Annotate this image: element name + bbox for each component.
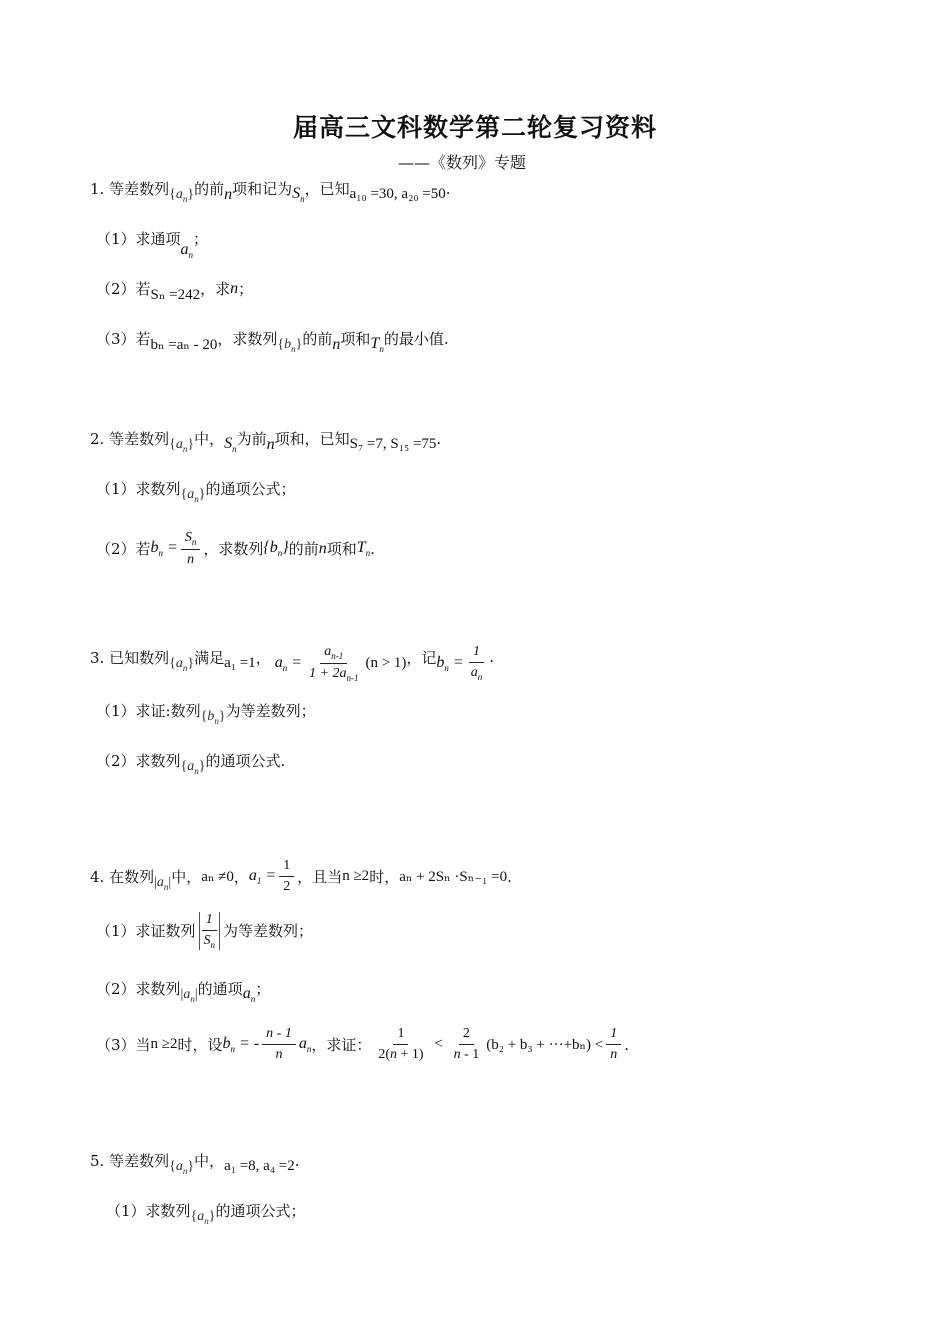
text: . <box>370 539 375 558</box>
condition: (b₂ + b₃ + ···+bₙ) < <box>486 1037 604 1053</box>
part-label: （1）求证数列 <box>96 922 196 941</box>
condition: Sₙ =242 <box>150 287 201 303</box>
document-title: 届高三文科数学第二轮复习资料 <box>292 113 657 142</box>
text: ，求 <box>200 280 231 298</box>
text: 的通项公式； <box>215 1202 306 1220</box>
part-label: （1）求证:数列 <box>96 702 201 720</box>
text: 的通项 <box>197 980 243 998</box>
seq-a: $|a_n|$ <box>180 987 198 1004</box>
text: 为等差数列； <box>223 922 314 941</box>
var-n: n <box>230 279 239 297</box>
condition: aₙ ≠0 <box>201 869 234 885</box>
fraction-recurrence: $\frac{a_{n-1}}{1 + 2a_{n-1}}$ <box>309 644 359 683</box>
text: 中， <box>194 1152 225 1170</box>
fraction-2-over-n-minus-1: $\frac{2}{n - 1}$ <box>453 1026 480 1062</box>
text: . <box>507 867 512 886</box>
fraction-1-over-Sn: $\frac{1}{S_n}$ <box>199 912 221 950</box>
seq-b: $\{b_n\}$ <box>263 539 289 559</box>
problem-4-part-2 <box>96 978 271 1005</box>
var-n: n <box>318 539 327 557</box>
condition: a₁ =8, a₄ =2 <box>224 1158 295 1174</box>
seq-a: $\{a_n\}$ <box>169 1159 195 1176</box>
fraction-one-half: $\frac{1}{2}$ <box>279 858 294 895</box>
condition: n ≥2 <box>150 1036 178 1052</box>
formula-an: $a_n$ = <box>270 653 302 673</box>
part-label: （3）当 <box>96 1036 151 1054</box>
problem-1-part-1 <box>96 228 209 261</box>
text: 为等差数列； <box>225 702 316 720</box>
var-n: n <box>224 185 233 203</box>
problem-1-number: 1. 等差数列 <box>90 180 170 198</box>
part-label: （2）若 <box>96 280 151 298</box>
var-Tn: $T_n$ <box>356 539 371 559</box>
text: 中， <box>171 868 202 886</box>
text: 的通项公式； <box>205 480 296 498</box>
text: . <box>436 429 442 448</box>
condition: n ≥2 <box>342 868 370 884</box>
condition: a₁ =1 <box>224 654 256 671</box>
problem-3-part-1 <box>96 700 316 726</box>
seq-a: $\{a_n\}$ <box>169 437 195 454</box>
var-Sn: $S_n$ <box>224 434 237 455</box>
seq-a: $\{a_n\}$ <box>169 655 195 673</box>
text: 中， <box>194 430 225 448</box>
var-Sn: $S_n$ <box>292 184 305 205</box>
text: . <box>445 179 451 198</box>
text: 时， <box>369 868 400 886</box>
condition: aₙ + 2Sₙ ·Sₙ₋₁ =0 <box>399 869 508 885</box>
var-n: n <box>266 435 275 453</box>
seq-b: $\{b_n\}$ <box>277 337 303 354</box>
text: ，求证： <box>311 1036 372 1054</box>
part-label: （2）求数列 <box>96 752 181 770</box>
problem-4-stem <box>90 858 512 895</box>
part-label: （2）求数列 <box>96 980 181 998</box>
text: ； <box>238 280 254 298</box>
condition: S₇ =7, S₁₅ =75 <box>349 436 437 452</box>
text: ，记 <box>406 648 437 667</box>
problem-2-number: 2. 等差数列 <box>90 430 170 448</box>
part-label: （2）若 <box>96 540 151 559</box>
text: ； <box>193 230 209 248</box>
part-label: （1）求通项 <box>96 230 181 248</box>
text: ； <box>255 980 271 998</box>
formula-bn: $b_n$ = <box>150 539 178 559</box>
var-an: $a_n$ <box>298 1034 312 1055</box>
fraction-1-over-n: $\frac{1}{n}$ <box>606 1026 621 1063</box>
seq-b: $\{b_n\}$ <box>200 709 226 726</box>
text: 的最小值. <box>383 330 449 348</box>
seq-a: $\{a_n\}$ <box>180 759 206 776</box>
formula-a1: $a_1$ = <box>248 866 277 887</box>
problem-4-part-1 <box>96 912 313 950</box>
var-an: $a_n$ <box>242 984 256 1005</box>
formula-bn: $b_n$ = <box>436 653 464 673</box>
text: 的前 <box>288 540 319 559</box>
formula-bn: $b_n$ = - <box>222 1034 260 1055</box>
problem-2-part-1 <box>96 478 296 504</box>
part-label: （1）求数列 <box>96 480 181 498</box>
text: ， <box>255 648 271 667</box>
text: 项和，已知 <box>274 430 350 448</box>
text: 的前 <box>302 330 333 348</box>
seq-a: $\{a_n\}$ <box>169 187 195 204</box>
text: . <box>294 1151 300 1170</box>
problem-4-part-3 <box>96 1026 629 1063</box>
fraction-Sn-over-n: $\frac{S_n}{n}$ <box>181 530 201 568</box>
condition: (n > 1) <box>365 654 407 671</box>
text: ，求数列 <box>203 540 264 559</box>
text: 项和 <box>340 330 371 348</box>
seq-a: $\{a_n\}$ <box>180 487 206 504</box>
text: ，求数列 <box>217 330 278 348</box>
text: 的通项公式. <box>205 752 286 770</box>
seq-a: $|a_n|$ <box>154 875 172 892</box>
text: 时，设 <box>177 1036 223 1054</box>
problem-4-number: 4. 在数列 <box>90 868 155 886</box>
text: 满足 <box>194 648 225 667</box>
part-label: （1）求数列 <box>106 1202 191 1220</box>
problem-2-part-2 <box>96 530 375 568</box>
problem-5-part-1 <box>106 1200 306 1226</box>
text: ， <box>233 868 249 886</box>
problem-3-number: 3. 已知数列 <box>90 648 170 667</box>
document-subtitle: ——《数列》专题 <box>398 153 527 172</box>
problem-1-stem <box>90 178 451 205</box>
part-label: （3）若 <box>96 330 151 348</box>
condition: a₁₀ =30, a₂₀ =50 <box>349 186 446 202</box>
var-n: n <box>332 335 341 353</box>
problem-1-part-3 <box>96 328 449 355</box>
text: ，已知 <box>304 180 350 198</box>
text: 为前 <box>236 430 267 448</box>
condition: bₙ =aₙ - 20 <box>150 337 218 353</box>
text: 项和记为 <box>232 180 293 198</box>
seq-a: $\{a_n\}$ <box>190 1209 216 1226</box>
var-an: $a_n$ <box>180 240 194 261</box>
problem-3-stem <box>90 638 494 683</box>
fraction-1-over-an: $\frac{1}{a_n}$ <box>470 644 483 683</box>
text: ，且当 <box>297 868 343 886</box>
less-than: < <box>430 1036 447 1052</box>
problem-2-stem <box>90 428 442 455</box>
problem-5-number: 5. 等差数列 <box>90 1152 170 1170</box>
fraction-left-bound: $\frac{1}{2(n + 1)}$ <box>378 1026 424 1062</box>
text: 的前 <box>194 180 225 198</box>
fraction-n-minus-1-over-n: $\frac{n - 1}{n}$ <box>262 1026 296 1063</box>
text: . <box>489 648 494 667</box>
problem-5-stem <box>90 1150 300 1176</box>
problem-1-part-2 <box>96 278 254 303</box>
var-Tn: $T_n$ <box>370 334 384 355</box>
problem-3-part-2 <box>96 750 286 776</box>
text: 项和 <box>326 540 357 559</box>
text: . <box>624 1035 630 1054</box>
